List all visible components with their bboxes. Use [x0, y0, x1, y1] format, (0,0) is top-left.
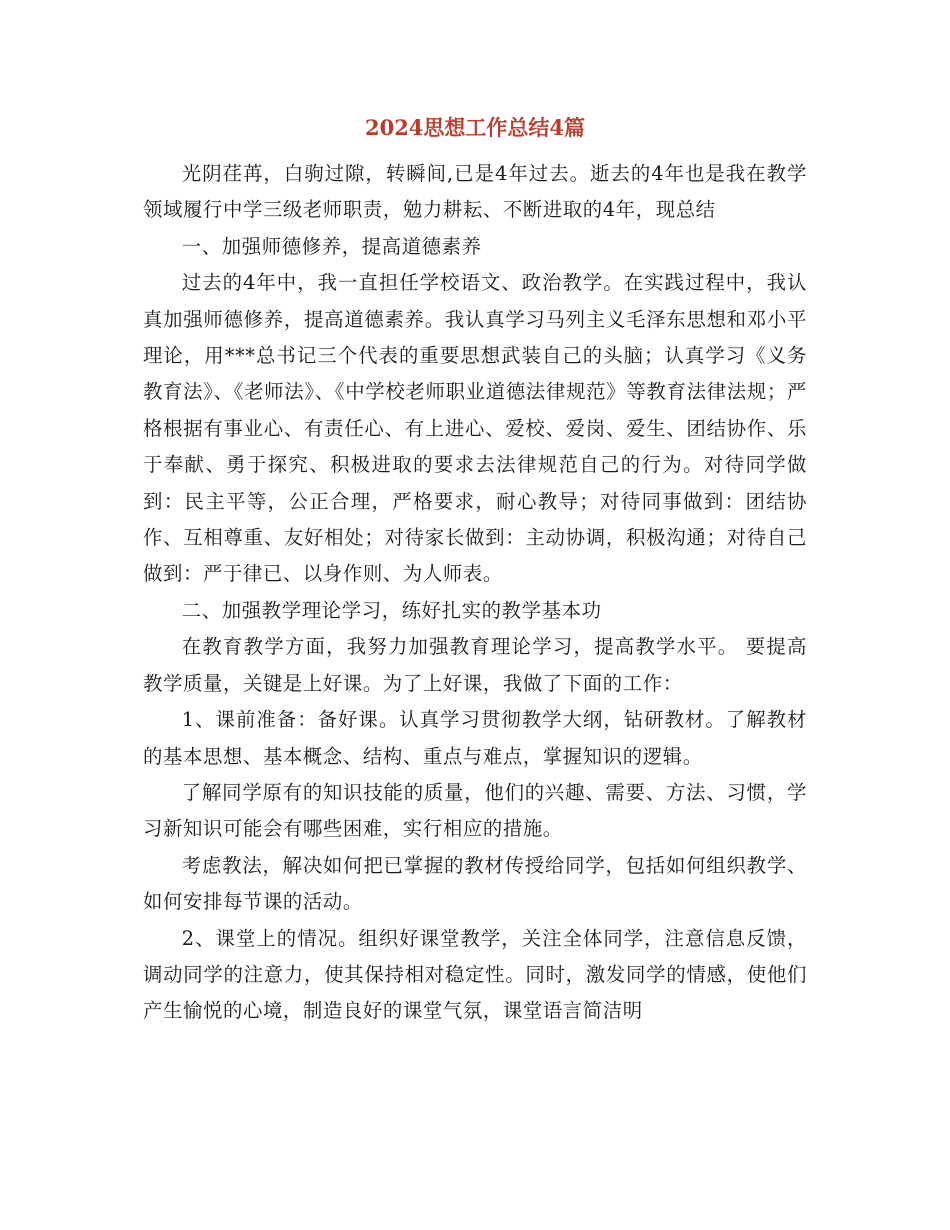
section-heading-1: 一、加强师德修养，提高道德素养 — [181, 234, 482, 258]
section-heading-2: 二、加强教学理论学习，练好扎实的教学基本功 — [181, 598, 602, 622]
paragraph-teaching-method: 考虑教法，解决如何把已掌握的教材传授给同学，包括如何组织教学、如何安排每节课的活动。 — [143, 853, 807, 914]
paragraph-lesson-preparation: 1、课前准备：备好课。认真学习贯彻教学大纲，钻研教材。了解教材的基本思想、基本概念、结构、重点与难点，掌握知识的逻辑。 — [143, 708, 807, 768]
paragraph-ethics: 过去的4年中，我一直担任学校语文、政治教学。在实践过程中，我认真加强师德修养，提高道德素养。我认真学习马列主义毛泽东思想和邓小平理论，用***总书记三个代表的重要思想武装自己的头脑；认真学习《义务教育法》、《老师法》、《中学校老师职业道德法律规范》等教育法律法规；严格根据有事业心、有责任心、有上进心、爱校、爱岗、爱生、团结协作、乐于奉献、勇于探究、积极进取的要求去法律规范自己的行为。对待同学做到：民主平等，公正合理，严格要求，耐心教导；对待同事做到：团结协作、互相尊重、友好相处；对待家长做到：主动协调，积极沟通；对待自己做到：严于律已、以身作则、为人师表。 — [143, 271, 807, 586]
document-body — [143, 156, 807, 1030]
paragraph-teaching-theory: 在教育教学方面，我努力加强教育理论学习，提高教学水平。 要提高教学质量，关键是上好课。为了上好课，我做了下面的工作： — [143, 635, 807, 695]
document-title: 2024思想工作总结4篇 — [364, 115, 586, 140]
paragraph-intro: 光阴荏苒，白驹过隙，转瞬间,已是4年过去。逝去的4年也是我在教学领域履行中学三级老师职责，勉力耕耘、不断进取的4年，现总结 — [143, 162, 807, 222]
paragraph-classroom: 2、课堂上的情况。组织好课堂教学，关注全体同学，注意信息反馈，调动同学的注意力，使其保持相对稳定性。同时，激发同学的情感，使他们产生愉悦的心境，制造良好的课堂气氛，课堂语言简洁明 — [143, 926, 807, 1023]
paragraph-student-knowledge: 了解同学原有的知识技能的质量，他们的兴趣、需要、方法、习惯，学习新知识可能会有哪些困难，实行相应的措施。 — [143, 780, 807, 841]
